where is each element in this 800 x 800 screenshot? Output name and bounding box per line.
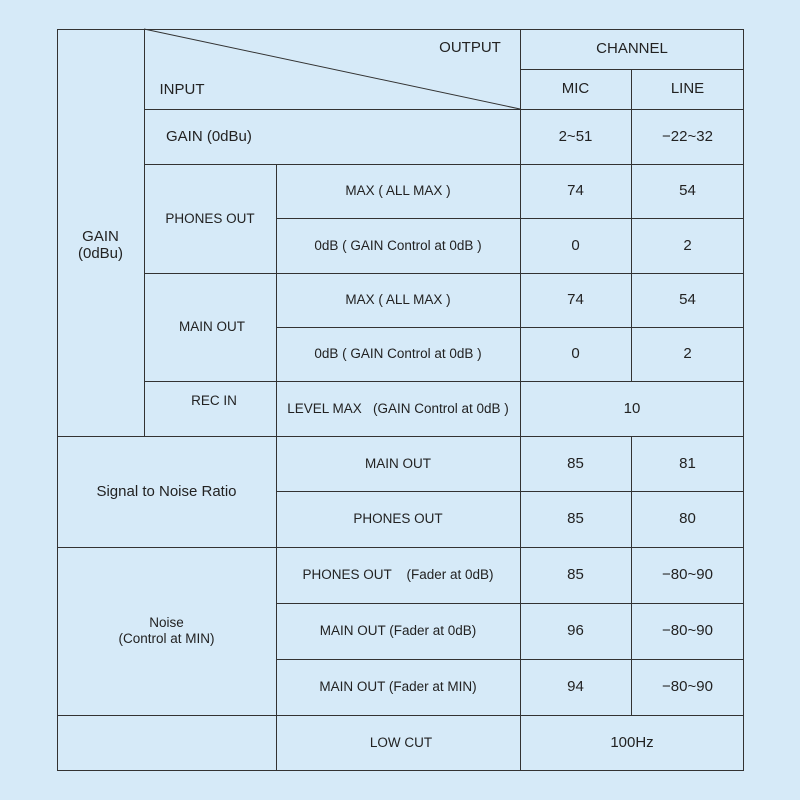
snr-main-out-mic: 85 (567, 454, 584, 472)
noise-row-line: −80~90 (662, 622, 713, 640)
header-line: LINE (670, 80, 705, 98)
main-out-zero-label: 0dB ( GAIN Control at 0dB ) (314, 346, 482, 362)
phones-out-max-mic: 74 (567, 182, 584, 200)
header-input: INPUT (159, 81, 205, 99)
noise-row-line: −80~90 (662, 678, 713, 696)
noise-row-mic: 85 (567, 566, 584, 584)
phones-out-max-label: MAX ( ALL MAX ) (345, 183, 451, 199)
snr-main-out-line: 81 (679, 454, 696, 472)
rec-in-sub-label: LEVEL MAX (GAIN Control at 0dB ) (287, 400, 509, 416)
main-out-max-label: MAX ( ALL MAX ) (345, 292, 451, 308)
header-channel: CHANNEL (596, 40, 668, 58)
snr-phones-out-line: 80 (679, 510, 696, 528)
rec-in-value: 10 (623, 399, 641, 417)
gain-group-label-line2: (0dBu) (77, 245, 124, 262)
noise-row-label: MAIN OUT (Fader at MIN) (319, 679, 477, 695)
main-out-zero-mic: 0 (571, 345, 580, 363)
noise-row-mic: 94 (567, 678, 584, 696)
main-out-max-mic: 74 (567, 291, 584, 309)
snr-phones-out-label: PHONES OUT (353, 511, 443, 527)
low-cut-value: 100Hz (610, 733, 654, 751)
phones-out-zero-mic: 0 (571, 236, 580, 254)
header-mic: MIC (561, 80, 590, 98)
main-out-max-line: 54 (679, 291, 696, 309)
low-cut-label: LOW CUT (369, 734, 433, 750)
phones-out-zero-label: 0dB ( GAIN Control at 0dB ) (314, 237, 482, 253)
noise-row-mic: 96 (567, 622, 584, 640)
noise-label (57, 547, 276, 715)
main-out-zero-line: 2 (683, 345, 692, 363)
noise-row-label: MAIN OUT (Fader at 0dB) (319, 623, 477, 639)
snr-phones-out-mic: 85 (567, 510, 584, 528)
gain-group-label (57, 109, 144, 381)
header-output: OUTPUT (439, 39, 501, 57)
snr-label: Signal to Noise Ratio (96, 482, 237, 500)
gain-row-label: GAIN (0dBu) (166, 127, 252, 145)
phones-out-max-line: 54 (679, 182, 696, 200)
noise-label-line2: (Control at MIN) (118, 631, 215, 646)
rec-in-label: REC IN (191, 393, 237, 409)
snr-main-out-label: MAIN OUT (365, 455, 431, 471)
phones-out-label: PHONES OUT (165, 210, 255, 226)
gain-group-label-line1: GAIN (82, 227, 119, 245)
noise-row-line: −80~90 (662, 566, 713, 584)
noise-label-line1: Noise (149, 615, 184, 631)
phones-out-zero-line: 2 (683, 236, 692, 254)
main-out-label: MAIN OUT (179, 319, 245, 335)
gain-row-line: −22~32 (662, 127, 713, 145)
noise-row-label: PHONES OUT (Fader at 0dB) (302, 567, 494, 583)
gain-row-mic: 2~51 (558, 127, 593, 145)
